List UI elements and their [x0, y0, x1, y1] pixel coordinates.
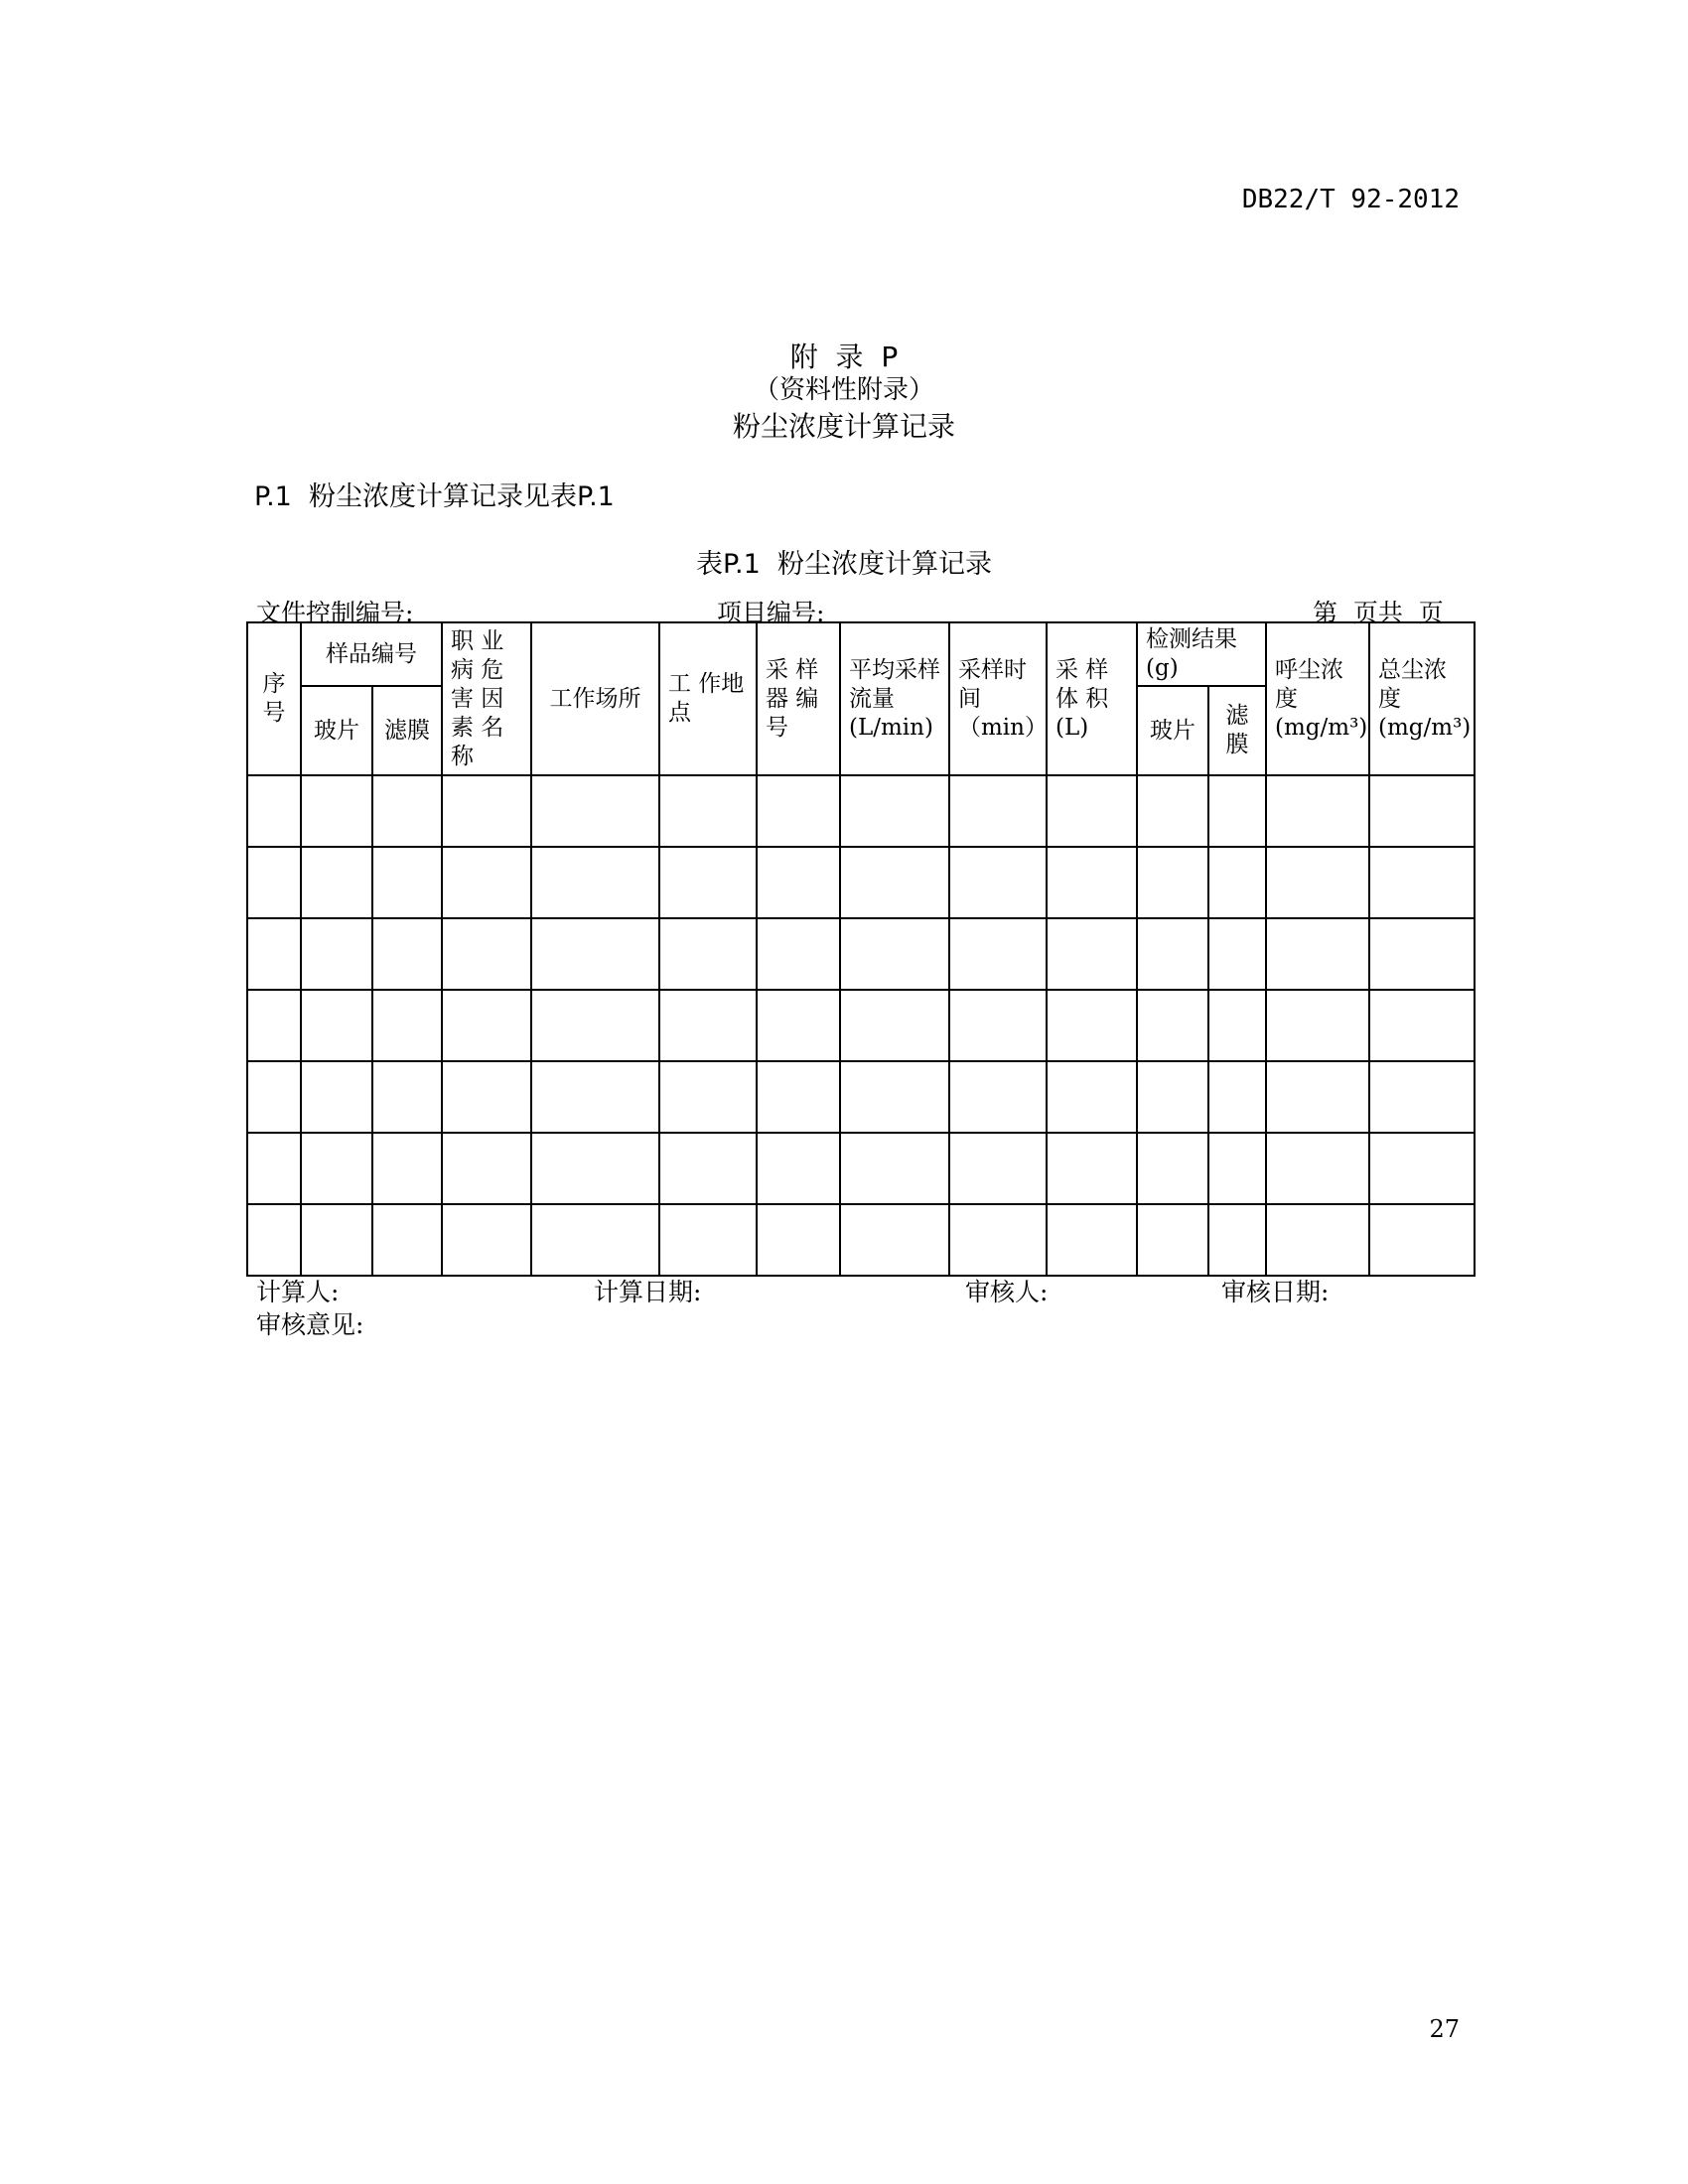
header-work-location: 工 作地点 — [659, 622, 757, 775]
table-cell — [757, 847, 840, 918]
table-cell — [840, 918, 949, 990]
header-result-glass-slide: 玻片 — [1137, 686, 1208, 775]
table-cell — [442, 1133, 531, 1204]
review-opinion-label: 审核意见: — [256, 1310, 364, 1339]
doc-control-number-label: 文件控制编号: — [256, 599, 414, 627]
table-cell — [1369, 1061, 1475, 1133]
table-cell — [442, 1061, 531, 1133]
table-cell — [1266, 1133, 1369, 1204]
header-total-dust: 总尘浓度(mg/m³) — [1369, 622, 1475, 775]
page-count-label: 第 页共 页 — [1313, 599, 1444, 627]
table-cell — [840, 775, 949, 847]
table-cell — [840, 1133, 949, 1204]
table-cell — [757, 1133, 840, 1204]
table-cell — [659, 1061, 757, 1133]
table-cell — [757, 990, 840, 1061]
table-cell — [1266, 990, 1369, 1061]
table-cell — [372, 847, 442, 918]
table-cell — [1137, 1133, 1208, 1204]
table-cell — [247, 847, 301, 918]
table-cell — [1137, 918, 1208, 990]
table-cell — [531, 1204, 659, 1276]
dust-concentration-table — [246, 621, 1476, 1277]
table-cell — [442, 990, 531, 1061]
table-cell — [659, 1204, 757, 1276]
table-cell — [1047, 918, 1137, 990]
table-cell — [757, 918, 840, 990]
table-cell — [1208, 1133, 1266, 1204]
table-cell — [1047, 990, 1137, 1061]
table-body — [247, 775, 1475, 1276]
calculator-label: 计算人: — [256, 1278, 340, 1306]
table-cell — [949, 1061, 1047, 1133]
header-avg-flow: 平均采样流量(L/min) — [840, 622, 949, 775]
table-cell — [301, 990, 372, 1061]
table-cell — [1137, 1061, 1208, 1133]
table-cell — [1266, 918, 1369, 990]
table-cell — [1208, 775, 1266, 847]
header-result-filter-membrane: 滤膜 — [1208, 686, 1266, 775]
table-cell — [1369, 918, 1475, 990]
table-cell — [1047, 847, 1137, 918]
header-workplace: 工作场所 — [531, 622, 659, 775]
review-date-label: 审核日期: — [1221, 1278, 1330, 1306]
header-sample-no: 样品编号 — [301, 622, 442, 686]
table-caption: 表P.1 粉尘浓度计算记录 — [695, 549, 992, 580]
table-row — [247, 1204, 1475, 1276]
table-cell — [1369, 1204, 1475, 1276]
table-cell — [301, 775, 372, 847]
table-cell — [531, 775, 659, 847]
table-cell — [840, 847, 949, 918]
table-cell — [1137, 775, 1208, 847]
table-cell — [301, 1204, 372, 1276]
table-cell — [757, 775, 840, 847]
table-cell — [659, 918, 757, 990]
table-cell — [659, 847, 757, 918]
table-cell — [949, 847, 1047, 918]
table-row — [247, 847, 1475, 918]
table-cell — [372, 1133, 442, 1204]
calculation-date-label: 计算日期: — [594, 1278, 702, 1306]
table-cell — [1369, 1133, 1475, 1204]
table-cell — [949, 1204, 1047, 1276]
table-cell — [372, 1061, 442, 1133]
table-cell — [247, 990, 301, 1061]
table-cell — [1266, 1204, 1369, 1276]
table-cell — [840, 1061, 949, 1133]
table-cell — [659, 775, 757, 847]
table-cell — [1208, 1061, 1266, 1133]
header-sample-glass-slide: 玻片 — [301, 686, 372, 775]
appendix-title: 附 录 P — [789, 341, 899, 373]
table-cell — [301, 847, 372, 918]
table-row — [247, 1061, 1475, 1133]
table-cell — [301, 1061, 372, 1133]
table-row — [247, 1133, 1475, 1204]
table-cell — [949, 918, 1047, 990]
table-cell — [531, 847, 659, 918]
appendix-subject: 粉尘浓度计算记录 — [732, 410, 955, 443]
header-sample-filter-membrane: 滤膜 — [372, 686, 442, 775]
table-cell — [372, 990, 442, 1061]
table-cell — [442, 918, 531, 990]
header-sampling-time: 采样时间（min） — [949, 622, 1047, 775]
table-cell — [247, 1133, 301, 1204]
table-cell — [372, 1204, 442, 1276]
document-code: DB22/T 92-2012 — [1241, 185, 1460, 214]
table-cell — [1137, 990, 1208, 1061]
table-cell — [531, 1061, 659, 1133]
appendix-type: （资料性附录） — [753, 375, 934, 405]
table-cell — [1047, 775, 1137, 847]
table-cell — [840, 1204, 949, 1276]
table-cell — [949, 990, 1047, 1061]
table-cell — [1208, 847, 1266, 918]
table-cell — [1369, 775, 1475, 847]
table-cell — [301, 1133, 372, 1204]
table-cell — [949, 1133, 1047, 1204]
table-cell — [531, 918, 659, 990]
table-row — [247, 775, 1475, 847]
reviewer-label: 审核人: — [965, 1278, 1049, 1306]
table-cell — [247, 1204, 301, 1276]
table-cell — [949, 775, 1047, 847]
table-cell — [1266, 847, 1369, 918]
header-test-result: 检测结果(g) — [1137, 622, 1266, 686]
table-row — [247, 918, 1475, 990]
header-sampler-no: 采 样器 编号 — [757, 622, 840, 775]
table-cell — [840, 990, 949, 1061]
page-number: 27 — [1429, 2015, 1460, 2043]
table-cell — [442, 1204, 531, 1276]
table-cell — [757, 1204, 840, 1276]
table-cell — [372, 918, 442, 990]
table-cell — [1137, 847, 1208, 918]
table-cell — [1266, 1061, 1369, 1133]
table-cell — [1208, 990, 1266, 1061]
table-cell — [1047, 1133, 1137, 1204]
table-cell — [1266, 775, 1369, 847]
table-cell — [247, 918, 301, 990]
table-cell — [442, 847, 531, 918]
table-cell — [247, 775, 301, 847]
table-cell — [659, 990, 757, 1061]
table-cell — [1047, 1061, 1137, 1133]
table-cell — [659, 1133, 757, 1204]
table-cell — [247, 1061, 301, 1133]
table-cell — [531, 990, 659, 1061]
table-cell — [1369, 847, 1475, 918]
table-cell — [1208, 1204, 1266, 1276]
table-cell — [372, 775, 442, 847]
table-cell — [1208, 918, 1266, 990]
table-row — [247, 990, 1475, 1061]
header-seq: 序号 — [247, 622, 301, 775]
project-number-label: 项目编号: — [717, 599, 825, 627]
section-heading: P.1 粉尘浓度计算记录见表P.1 — [254, 481, 615, 512]
table-cell — [757, 1061, 840, 1133]
header-respirable-dust: 呼尘浓度(mg/m³) — [1266, 622, 1369, 775]
table-cell — [531, 1133, 659, 1204]
table-cell — [442, 775, 531, 847]
table-cell — [1369, 990, 1475, 1061]
table-cell — [1047, 1204, 1137, 1276]
header-sampling-volume: 采 样体 积(L) — [1047, 622, 1137, 775]
table-cell — [1137, 1204, 1208, 1276]
header-hazard-factor: 职 业病 危害 因素 名称 — [442, 622, 531, 775]
table-cell — [301, 918, 372, 990]
